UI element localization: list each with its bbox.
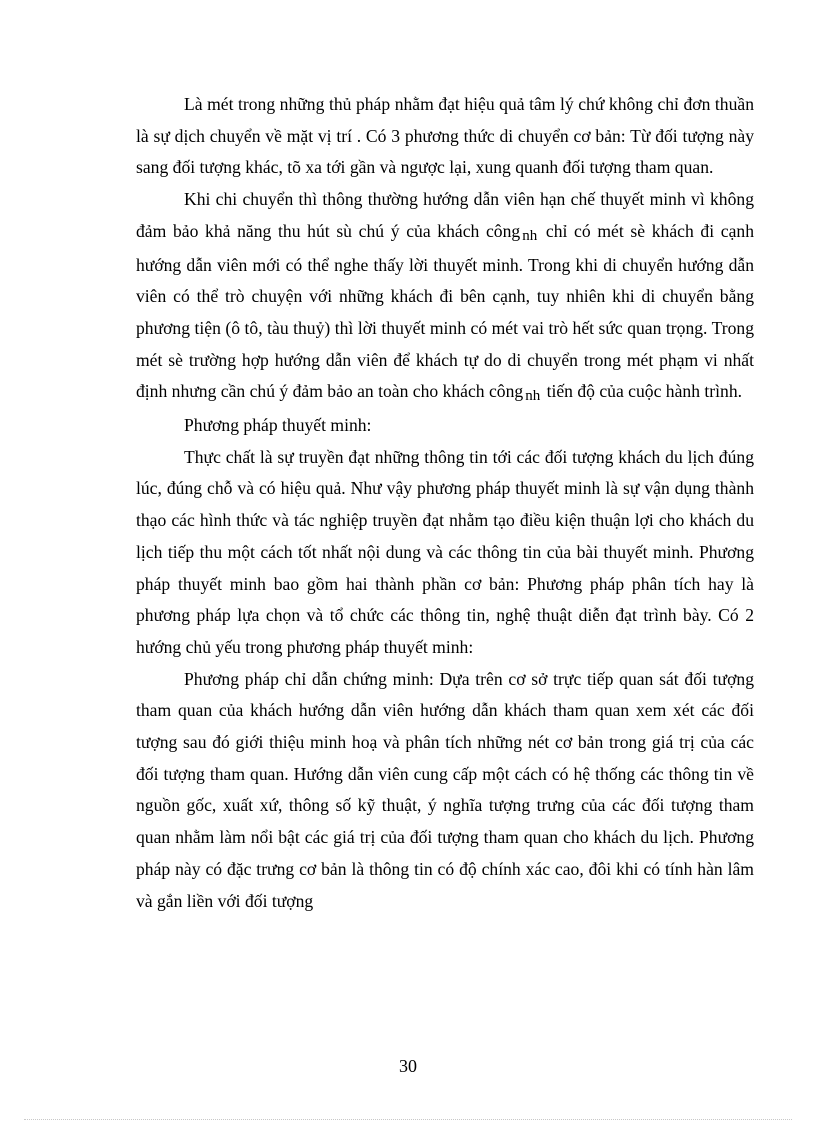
paragraph-text: Phương pháp chỉ dẫn chứng minh: Dựa trên cơ sở trực tiếp quan sát đối tượng tham quan của khách hướng dẫn viên hướng dẫn khách tham quan xem xét các đối tượng sau đó giới thiệu minh hoạ và phân tích những nét cơ bản trong giá trị của các đối tượng tham quan. Hướng dẫn viên cung cấp một cách có hệ thống các thông tin về nguồn gốc, xuất xứ, thông số kỹ thuật, ý nghĩa tượng trưng của các đối tượng tham quan nhằm làm nổi bật các giá trị của đối tượng tham quan cho khách du lịch. Phương pháp này có đặc trưng cơ bản là thông tin có độ chính xác cao, đôi khi có tính hàn lâm và gắn liền với đối tượng [136,668,754,911]
paragraph-text-part-a: Khi chi chuyển thì thông thường hướng dẫn viên hạn chế thuyết minh vì không đảm bảo khả năng thu hút sù chú ý của khách công [136,189,754,241]
paragraph-guide-during-movement [136,184,754,410]
paragraph-demonstration-method [136,664,754,918]
paragraph-text-part-b: chỉ có mét sè khách đi cạnh hướng dẫn viên mới có thể nghe thấy lời thuyết minh. Trong khi di chuyển hướng dẫn viên có thể trò chuyện với những khách đi bên cạnh, tuy nhiên khi di chuyển bằng phương tiện (ô tô, tàu thuỷ) thì lời thuyết minh có mét vai trò hết sức quan trọng. Trong mét sè trường hợp hướng dẫn viên để khách tự do di chuyển trong mét phạm vi nhất định nhưng cần chú ý đảm bảo an toàn cho khách công [136,220,754,402]
footer-divider [24,1119,792,1120]
paragraph-movement-technique [136,89,754,184]
paragraph-text: Thực chất là sự truyền đạt những thông tin tới các đối tượng khách du lịch đúng lúc, đúng chỗ và có hiệu quả. Như vậy phương pháp thuyết minh là sự vận dụng thành thạo các hình thức và tác nghiệp truyền đạt nhằm tạo điều kiện thuận lợi cho khách du lịch tiếp thu một cách tốt nhất nội dung và các thông tin của bài thuyết minh. Phương pháp thuyết minh bao gồm hai thành phần cơ bản: Phương pháp phân tích hay là phương pháp lựa chọn và tổ chức các thông tin, nghệ thuật diễn đạt trình bày. Có 2 hướng chủ yếu trong phương pháp thuyết minh: [136,446,754,657]
paragraph-text: Phương pháp thuyết minh: [184,415,372,436]
inline-fragment: nh [522,227,538,244]
paragraph-narration-essence [136,442,754,664]
paragraph-text: Là mét trong những thủ pháp nhằm đạt hiệu quả tâm lý chứ không chỉ đơn thuần là sự dịch chuyển về mặt vị trí . Có 3 phương thức di chuyển cơ bản: Từ đối tượng này sang đối tượng khác, tõ xa tới gần và ngược lại, xung quanh đối tượng tham quan. [136,94,754,178]
body-text [136,89,754,917]
paragraph-text-part-c: tiến độ của cuộc hành trình. [542,381,743,402]
inline-fragment: nh [525,388,541,405]
paragraph-heading-narration-method [136,410,754,442]
page-number: 30 [399,1056,417,1076]
